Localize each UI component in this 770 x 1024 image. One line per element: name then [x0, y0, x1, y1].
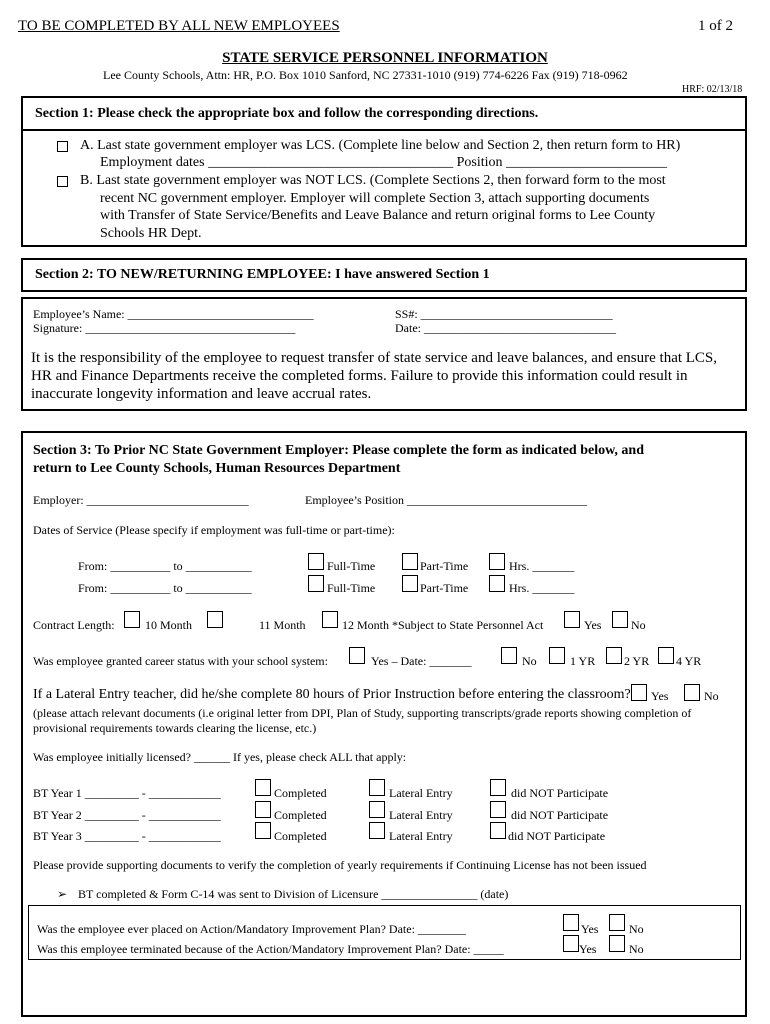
terminated-question[interactable]: Was this employee terminated because of the Action/Mandatory Improvement Plan? Date: _____ [37, 942, 504, 956]
option-b-checkbox[interactable] [57, 176, 68, 187]
initially-licensed-field[interactable]: Was employee initially licensed? ______ If yes, please check ALL that apply: [33, 750, 407, 764]
contract-length-label: Contract Length: [33, 618, 115, 632]
contract-10-label: 10 Month [145, 618, 193, 632]
career-no-checkbox[interactable] [501, 647, 517, 664]
contract-no-label: No [631, 618, 646, 632]
bt-year-field[interactable]: BT Year 2 _________ - ____________ [33, 808, 221, 822]
section2-heading: Section 2: TO NEW/RETURNING EMPLOYEE: I have answered Section 1 [35, 267, 490, 282]
responsibility-notice-1: It is the responsibility of the employee to request transfer of state service and leave balances, and ensure that LCS, [31, 350, 718, 366]
improvement-yes-label: Yes [581, 922, 599, 936]
contract-yes-checkbox[interactable] [564, 611, 580, 628]
part-time-checkbox[interactable] [402, 553, 418, 570]
section1-heading: Section 1: Please check the appropriate box and follow the corresponding directions. [35, 106, 539, 121]
improvement-plan-question[interactable]: Was the employee ever placed on Action/Mandatory Improvement Plan? Date: ________ [37, 922, 466, 936]
bt-lateral-label: Lateral Entry [389, 829, 453, 843]
employer-field[interactable]: Employer: ___________________________ [33, 493, 249, 507]
full-time-label: Full-Time [327, 581, 376, 595]
terminated-no-checkbox[interactable] [609, 935, 625, 952]
lateral-entry-question: If a Lateral Entry teacher, did he/she complete 80 hours of Prior Instruction before entering the classroom? [33, 687, 631, 702]
bt-lateral-label: Lateral Entry [389, 786, 453, 800]
hours-checkbox[interactable] [489, 575, 505, 592]
terminated-no-label: No [629, 942, 644, 956]
bt-not-participate-label: did NOT Participate [508, 829, 606, 843]
page-indicator: 1 of 2 [698, 18, 733, 34]
supporting-docs-note: Please provide supporting documents to verify the completion of yearly requirements if Continuing License has not been issued [33, 858, 647, 872]
option-b-text: B. Last state government employer was NOT LCS. (Complete Sections 2, then forward form to the most [80, 173, 666, 188]
option-b-text-2: recent NC government employer. Employer will complete Section 3, attach supporting documents [100, 191, 650, 206]
signature-field[interactable]: Signature: ___________________________________ [33, 321, 296, 335]
lateral-yes-checkbox[interactable] [631, 684, 647, 701]
section1-heading-box [21, 96, 747, 131]
lateral-no-label: No [704, 689, 719, 703]
improvement-yes-checkbox[interactable] [563, 914, 579, 931]
career-yes-checkbox[interactable] [349, 647, 365, 664]
yr1-label: 1 YR [570, 654, 596, 668]
contract-12-checkbox[interactable] [322, 611, 338, 628]
contract-no-checkbox[interactable] [612, 611, 628, 628]
bt-lateral-checkbox[interactable] [369, 801, 385, 818]
service-from-field[interactable]: From: __________ to ___________ [78, 559, 252, 573]
yr2-checkbox[interactable] [606, 647, 622, 664]
part-time-checkbox[interactable] [402, 575, 418, 592]
improvement-plan-box [28, 905, 741, 960]
option-b-text-3: with Transfer of State Service/Benefits and Leave Balance and return original forms to Lee County [100, 208, 656, 223]
bt-completed-checkbox[interactable] [255, 801, 271, 818]
section2-body [21, 297, 747, 411]
form-title: STATE SERVICE PERSONNEL INFORMATION [222, 50, 548, 66]
bt-completed-checkbox[interactable] [255, 822, 271, 839]
career-no-label: No [522, 654, 537, 668]
yr4-label: 4 YR [676, 654, 702, 668]
career-status-label: Was employee granted career status with your school system: [33, 654, 328, 668]
bt-completed-label: Completed [274, 829, 327, 843]
improvement-no-checkbox[interactable] [609, 914, 625, 931]
employee-name-field[interactable]: Employee’s Name: _______________________________ [33, 307, 314, 321]
lateral-entry-note-2: provisional requirements towards clearing the license, etc.) [33, 721, 317, 735]
bt-not-participate-checkbox[interactable] [490, 801, 506, 818]
responsibility-notice-2: HR and Finance Departments receive the completed forms. Failure to provide this information could result in [31, 368, 688, 384]
yr4-checkbox[interactable] [658, 647, 674, 664]
hours-field[interactable]: Hrs. _______ [509, 559, 575, 573]
employee-position-field[interactable]: Employee’s Position ______________________________ [305, 493, 587, 507]
date-field[interactable]: Date: ________________________________ [395, 321, 616, 335]
terminated-yes-label: Yes [579, 942, 597, 956]
arrow-bullet-icon: ➢ [57, 887, 68, 901]
dates-of-service-label: Dates of Service (Please specify if employment was full-time or part-time): [33, 523, 395, 537]
lateral-entry-note: (please attach relevant documents (i.e original letter from DPI, Plan of Study, supporting transcripts/grade reports showing completion of [33, 706, 692, 720]
bt-completed-c14-field[interactable]: BT completed & Form C-14 was sent to Division of Licensure ________________ (date) [78, 887, 509, 901]
bt-completed-label: Completed [274, 786, 327, 800]
bt-lateral-checkbox[interactable] [369, 822, 385, 839]
section3-heading-2: return to Lee County Schools, Human Resources Department [33, 461, 401, 476]
bt-not-participate-label: did NOT Participate [511, 808, 609, 822]
form-code: HRF: 02/13/18 [682, 84, 743, 95]
part-time-label: Part-Time [420, 581, 469, 595]
section2-heading-box [21, 258, 747, 292]
full-time-label: Full-Time [327, 559, 376, 573]
full-time-checkbox[interactable] [308, 575, 324, 592]
contract-yes-label: Yes [584, 618, 602, 632]
bt-not-participate-checkbox[interactable] [490, 822, 506, 839]
hours-field[interactable]: Hrs. _______ [509, 581, 575, 595]
section1-body [21, 131, 747, 247]
responsibility-notice-3: inaccurate longevity information and leave accrual rates. [31, 386, 372, 402]
option-a-employment-line: Employment dates ___________________________________ Position _______________________ [100, 155, 667, 170]
section3-heading: Section 3: To Prior NC State Government Employer: Please complete the form as indicated below, and [33, 443, 645, 458]
hours-checkbox[interactable] [489, 553, 505, 570]
contract-10-checkbox[interactable] [124, 611, 140, 628]
bt-not-participate-checkbox[interactable] [490, 779, 506, 796]
lateral-no-checkbox[interactable] [684, 684, 700, 701]
yr1-checkbox[interactable] [549, 647, 565, 664]
part-time-label: Part-Time [420, 559, 469, 573]
address-line: Lee County Schools, Attn: HR, P.O. Box 1010 Sanford, NC 27331-1010 (919) 774-6226 Fax (919) 718-0962 [103, 68, 628, 82]
option-a-checkbox[interactable] [57, 141, 68, 152]
bt-completed-checkbox[interactable] [255, 779, 271, 796]
service-from-field[interactable]: From: __________ to ___________ [78, 581, 252, 595]
contract-12-label: 12 Month *Subject to State Personnel Act [342, 618, 544, 632]
bt-year-field[interactable]: BT Year 3 _________ - ____________ [33, 829, 221, 843]
bt-lateral-checkbox[interactable] [369, 779, 385, 796]
terminated-yes-checkbox[interactable] [563, 935, 579, 952]
career-yes-date-field[interactable]: Yes – Date: _______ [371, 654, 472, 668]
yr2-label: 2 YR [624, 654, 650, 668]
bt-lateral-label: Lateral Entry [389, 808, 453, 822]
full-time-checkbox[interactable] [308, 553, 324, 570]
ssn-field[interactable]: SS#: ________________________________ [395, 307, 613, 321]
contract-11-label: 11 Month [259, 618, 306, 632]
improvement-no-label: No [629, 922, 644, 936]
bt-not-participate-label: did NOT Participate [511, 786, 609, 800]
bt-year-field[interactable]: BT Year 1 _________ - ____________ [33, 786, 221, 800]
option-a-text: A. Last state government employer was LCS. (Complete line below and Section 2, then return form to HR) [80, 138, 681, 153]
bt-completed-label: Completed [274, 808, 327, 822]
lateral-yes-label: Yes [651, 689, 669, 703]
option-b-text-4: Schools HR Dept. [100, 226, 202, 241]
contract-11-checkbox[interactable] [207, 611, 223, 628]
top-left-heading: TO BE COMPLETED BY ALL NEW EMPLOYEES [18, 18, 340, 34]
